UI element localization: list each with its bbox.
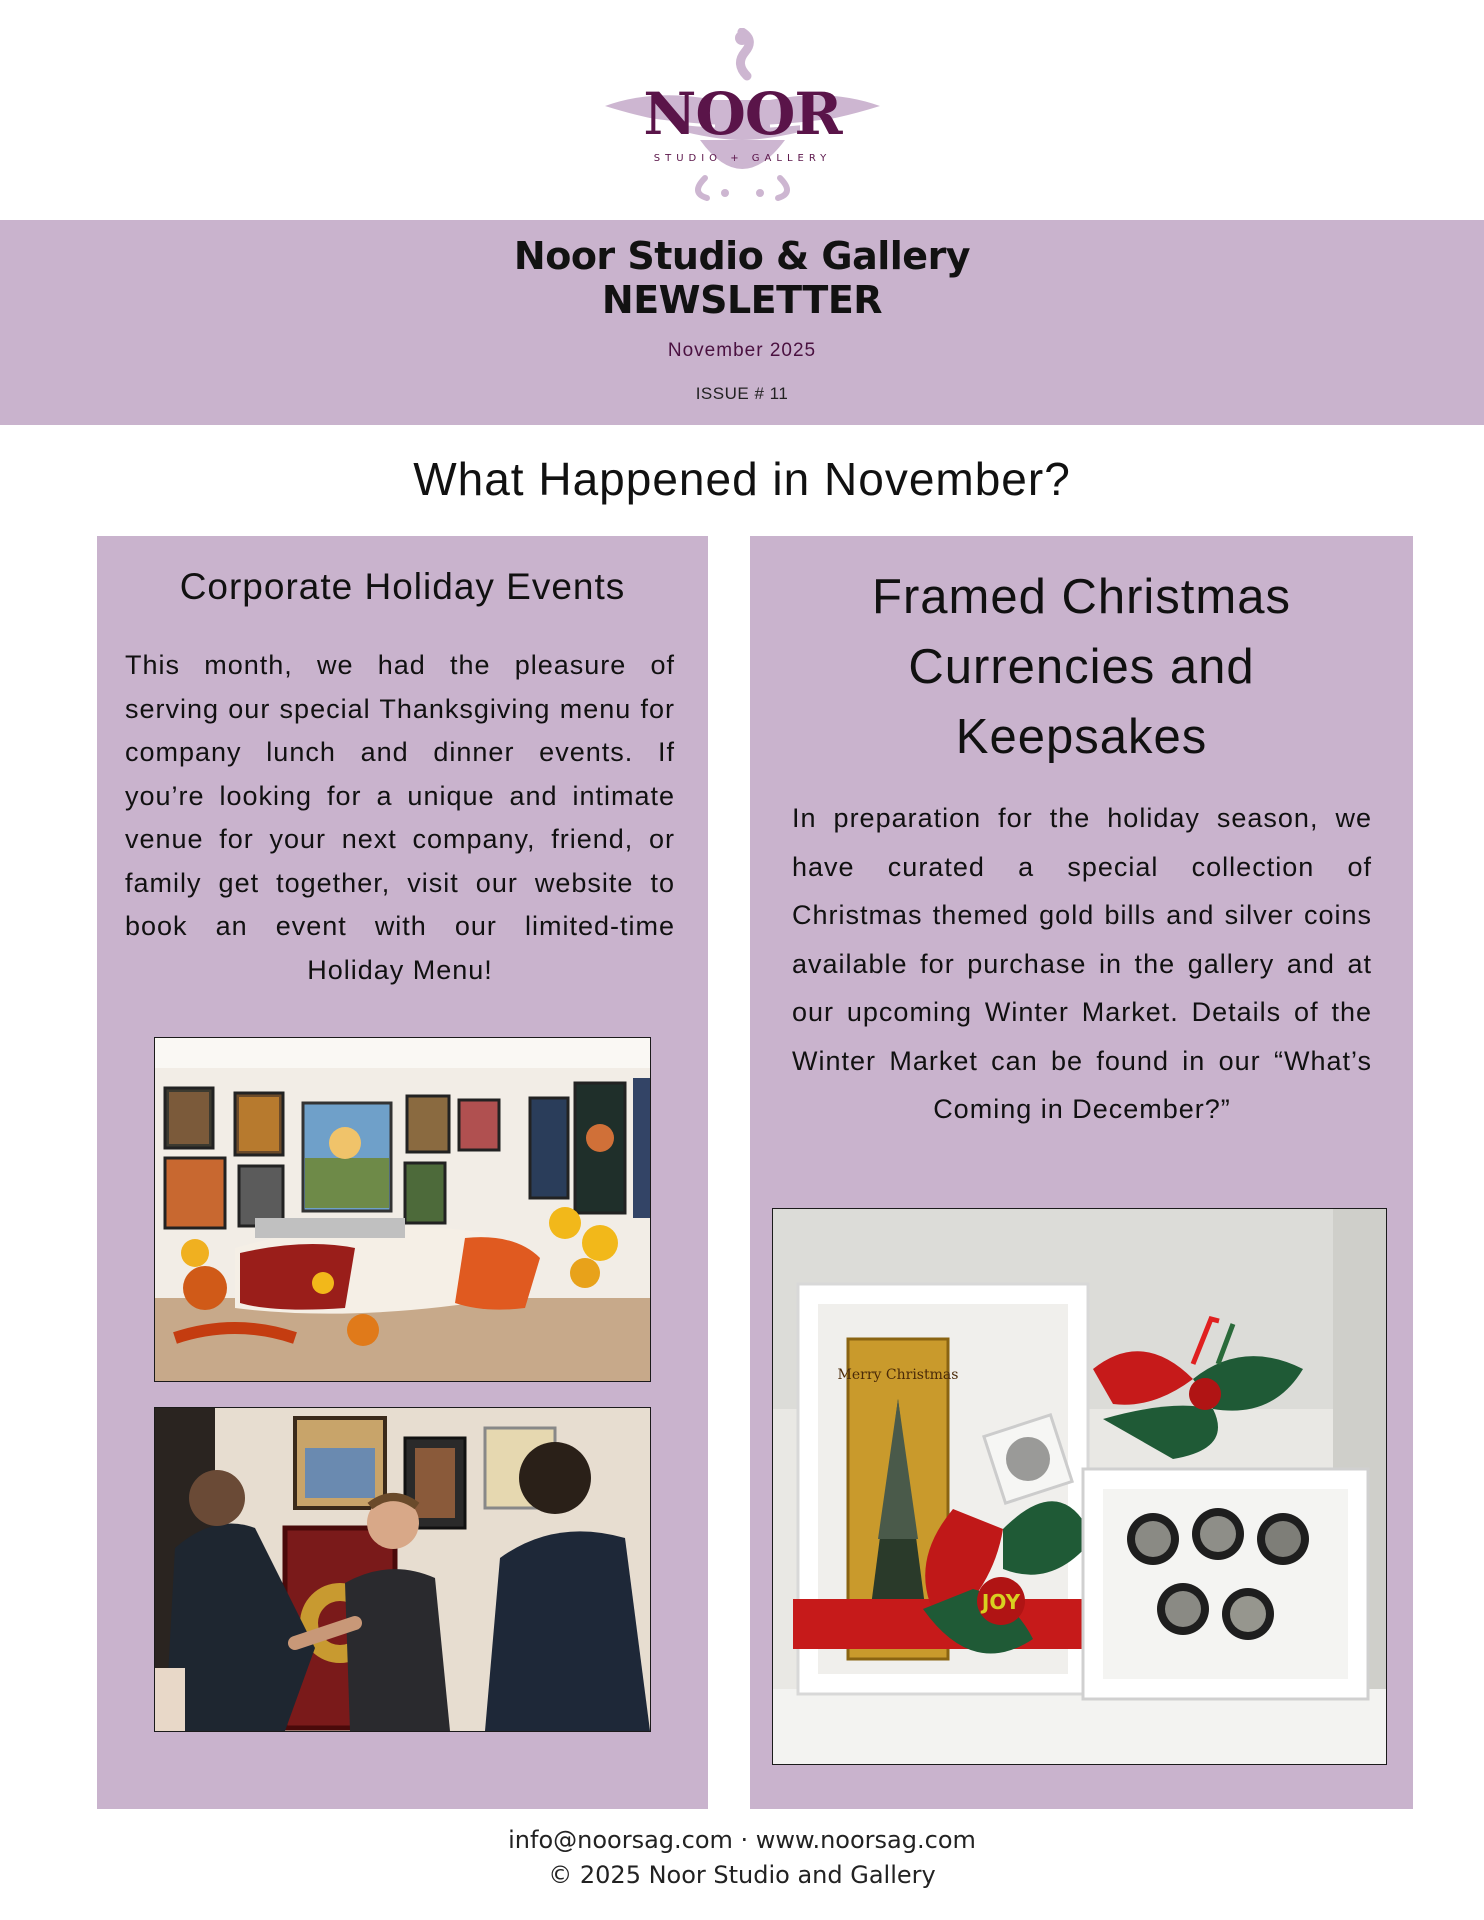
brand-logo — [595, 28, 890, 203]
newsletter-title — [0, 234, 1484, 322]
article-body: In preparation for the holiday season, we have curated a special collection of Christmas themed gold bills and silver coins available for purchase in the gallery and at our upcoming Winter Market. Details of the Winter Market can be found in our “What’s Coming in December?” — [792, 803, 1372, 1124]
article-framed-currencies — [750, 536, 1413, 1809]
article-corporate-events — [97, 536, 708, 1809]
footer — [0, 1823, 1484, 1893]
article-heading: Framed Christmas Currencies and Keepsakes — [872, 570, 1291, 764]
footer-contact[interactable]: info@noorsag.com · www.noorsag.com — [508, 1826, 976, 1854]
issue-date: November 2025 — [667, 340, 817, 361]
footer-copyright: © 2025 Noor Studio and Gallery — [548, 1861, 936, 1889]
newsletter-title-line2: NEWSLETTER — [601, 278, 883, 322]
issue-number: ISSUE # 11 — [695, 384, 789, 403]
newsletter-title-line1: Noor Studio & Gallery — [513, 234, 971, 278]
newsletter-banner — [0, 220, 1484, 425]
section-title: What Happened in November? — [413, 453, 1071, 505]
logo-tagline: STUDIO + GALLERY — [653, 153, 832, 164]
framed-currency-photo — [772, 1208, 1387, 1765]
framed-bill-text: Merry Christmas — [837, 1367, 959, 1383]
logo-wordmark: NOOR — [643, 80, 842, 148]
article-heading: Corporate Holiday Events — [179, 566, 626, 607]
guests-greeting-photo — [154, 1407, 651, 1732]
article-body: This month, we had the pleasure of serving our special Thanksgiving menu for company lunch and dinner events. If you’re looking for a unique and intimate venue for your next company, friend, or family get together, visit our website to book an event with our limited-time Holiday Menu! — [125, 650, 675, 985]
holiday-buffet-photo — [154, 1037, 651, 1382]
ribbon-letters: JOY — [981, 1590, 1021, 1614]
